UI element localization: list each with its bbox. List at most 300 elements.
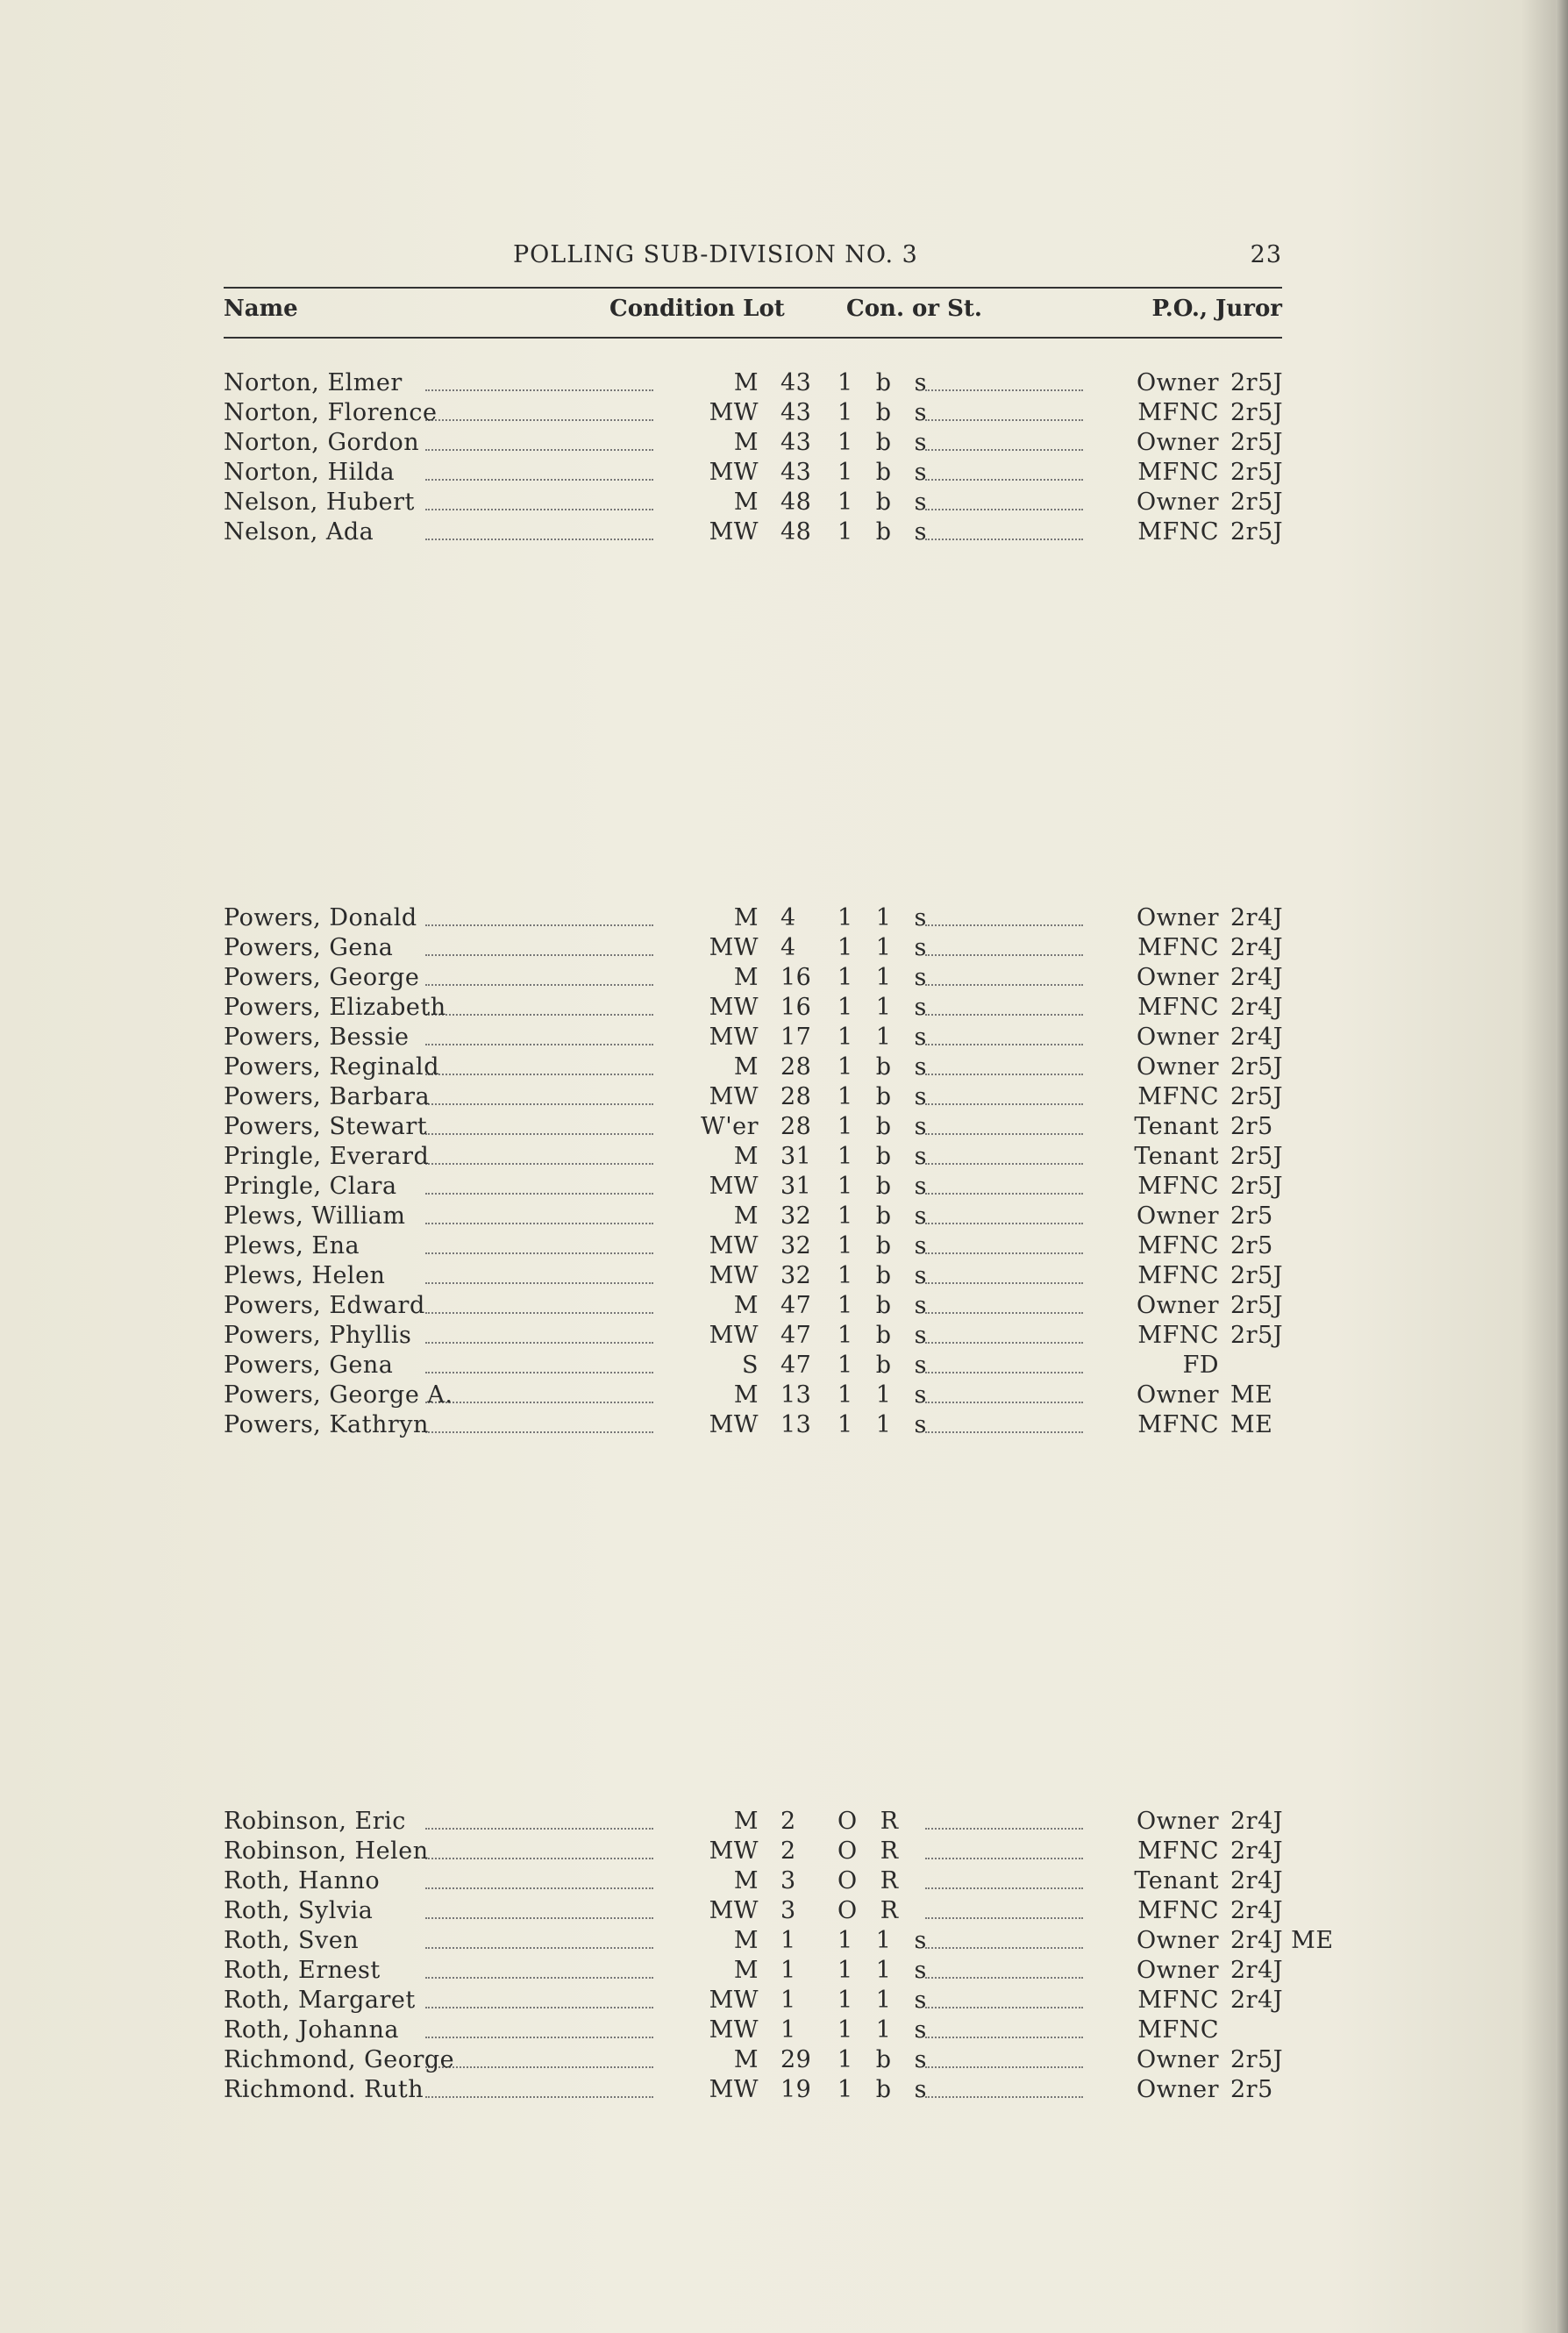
voter-juror-code: 2r5J bbox=[1230, 489, 1284, 516]
dot-leader bbox=[425, 1342, 653, 1344]
voter-po-status: Owner bbox=[1136, 369, 1219, 396]
voter-condition: S bbox=[742, 1352, 759, 1379]
voter-concession: 1 1 s bbox=[837, 994, 935, 1021]
voter-concession: 1 1 s bbox=[837, 934, 935, 961]
voter-name: Powers, George bbox=[224, 964, 420, 991]
dot-leader bbox=[425, 2037, 653, 2038]
voter-condition: M bbox=[733, 489, 759, 516]
voter-lot: 28 bbox=[780, 1053, 812, 1081]
voter-name: Powers, Reginald bbox=[224, 1053, 439, 1081]
voter-lot: 16 bbox=[780, 994, 812, 1021]
voter-lot: 43 bbox=[780, 369, 812, 396]
voter-condition: M bbox=[733, 1808, 759, 1835]
list-item bbox=[224, 1926, 1334, 1956]
voter-juror-code: 2r5 bbox=[1230, 2076, 1273, 2103]
list-item bbox=[224, 1023, 1289, 1052]
voter-po-status: Owner bbox=[1136, 1292, 1219, 1319]
voter-po-status: Owner bbox=[1136, 1808, 1219, 1835]
voter-po-status: MFNC bbox=[1137, 1987, 1219, 2014]
voter-juror-code: 2r5 bbox=[1230, 1202, 1273, 1230]
voter-lot: 2 bbox=[780, 1808, 796, 1835]
voter-lot: 3 bbox=[780, 1897, 796, 1924]
voter-name: Roth, Sylvia bbox=[224, 1897, 374, 1924]
voter-juror-code: 2r5J bbox=[1230, 1173, 1284, 1200]
list-item bbox=[224, 1082, 1289, 1112]
voter-name: Powers, Bessie bbox=[224, 1024, 410, 1051]
voter-concession: 1 1 s bbox=[837, 2016, 935, 2044]
list-item bbox=[224, 1986, 1289, 2016]
voter-lot: 17 bbox=[780, 1024, 812, 1051]
voter-juror-code: 2r5J bbox=[1230, 369, 1284, 396]
list-item bbox=[224, 993, 1289, 1023]
voter-condition: MW bbox=[709, 1897, 759, 1924]
voter-lot: 2 bbox=[780, 1837, 796, 1865]
voter-juror-code: 2r5J bbox=[1230, 1322, 1284, 1349]
voter-po-status: MFNC bbox=[1137, 459, 1219, 486]
dot-leader bbox=[425, 1014, 653, 1016]
dot-leader bbox=[925, 1828, 1083, 1830]
dot-leader bbox=[925, 1372, 1083, 1373]
voter-name: Roth, Sven bbox=[224, 1927, 360, 1954]
voter-concession: O R bbox=[837, 1867, 907, 1894]
voter-name: Robinson, Eric bbox=[224, 1808, 406, 1835]
voter-lot: 29 bbox=[780, 2046, 812, 2073]
voter-po-status: Owner bbox=[1136, 2076, 1219, 2103]
list-item bbox=[224, 1231, 1289, 1261]
list-item bbox=[224, 1956, 1289, 1986]
page-edge-shadow bbox=[1556, 0, 1568, 2333]
voter-condition: MW bbox=[709, 2076, 759, 2103]
voter-juror-code: 2r5 bbox=[1230, 1232, 1273, 1259]
dot-leader bbox=[925, 479, 1083, 481]
list-item bbox=[224, 963, 1289, 993]
dot-leader bbox=[925, 2037, 1083, 2038]
dot-leader bbox=[425, 2066, 653, 2068]
voter-concession: 1 1 s bbox=[837, 1411, 935, 1438]
voter-juror-code: 2r5 bbox=[1230, 1113, 1273, 1140]
voter-juror-code: 2r4J bbox=[1230, 1024, 1284, 1051]
voter-condition: MW bbox=[709, 1083, 759, 1110]
voter-juror-code: 2r5J bbox=[1230, 1053, 1284, 1081]
header-rule-top bbox=[224, 287, 1282, 289]
voter-lot: 43 bbox=[780, 459, 812, 486]
voter-po-status: Owner bbox=[1136, 964, 1219, 991]
dot-leader bbox=[425, 924, 653, 926]
voter-lot: 32 bbox=[780, 1262, 812, 1289]
list-item bbox=[224, 1866, 1289, 1896]
voter-lot: 32 bbox=[780, 1202, 812, 1230]
voter-concession: 1 b s bbox=[837, 1173, 935, 1200]
dot-leader bbox=[425, 954, 653, 956]
list-item bbox=[224, 1837, 1289, 1866]
voter-po-status: MFNC bbox=[1137, 399, 1219, 426]
dot-leader bbox=[925, 1163, 1083, 1165]
voter-lot: 1 bbox=[780, 2016, 796, 2044]
list-item bbox=[224, 1351, 1289, 1381]
dot-leader bbox=[925, 539, 1083, 540]
voter-condition: MW bbox=[709, 399, 759, 426]
voter-name: Norton, Florence bbox=[224, 399, 438, 426]
voter-condition: MW bbox=[709, 1987, 759, 2014]
voter-name: Powers, Gena bbox=[224, 1352, 394, 1379]
voter-po-status: Owner bbox=[1136, 1024, 1219, 1051]
list-item bbox=[224, 903, 1289, 933]
voter-concession: 1 b s bbox=[837, 518, 935, 546]
voter-juror-code: 2r4J bbox=[1230, 1837, 1284, 1865]
voter-concession: O R bbox=[837, 1897, 907, 1924]
voter-name: Nelson, Ada bbox=[224, 518, 374, 546]
voter-name: Norton, Hilda bbox=[224, 459, 396, 486]
dot-leader bbox=[425, 1312, 653, 1314]
voter-concession: 1 b s bbox=[837, 369, 935, 396]
dot-leader bbox=[925, 509, 1083, 510]
voter-name: Pringle, Everard bbox=[224, 1143, 430, 1170]
voter-po-status: Owner bbox=[1136, 1957, 1219, 1984]
voter-condition: MW bbox=[709, 1173, 759, 1200]
list-item bbox=[224, 1112, 1289, 1142]
voter-concession: 1 b s bbox=[837, 1143, 935, 1170]
column-headers bbox=[224, 296, 1282, 331]
voter-concession: 1 1 s bbox=[837, 964, 935, 991]
voter-po-status: MFNC bbox=[1137, 518, 1219, 546]
dot-leader bbox=[925, 1402, 1083, 1403]
voter-po-status: MFNC bbox=[1137, 1411, 1219, 1438]
list-item bbox=[224, 1291, 1289, 1321]
voter-juror-code: 2r4J ME bbox=[1230, 1927, 1334, 1954]
dot-leader bbox=[925, 954, 1083, 956]
voter-condition: MW bbox=[709, 994, 759, 1021]
voter-po-status: Owner bbox=[1136, 1053, 1219, 1081]
voter-group-norton-nelson bbox=[224, 368, 1289, 547]
dot-leader bbox=[925, 389, 1083, 391]
dot-leader bbox=[425, 479, 653, 481]
dot-leader bbox=[425, 1828, 653, 1830]
voter-po-status: MFNC bbox=[1137, 1322, 1219, 1349]
dot-leader bbox=[925, 1044, 1083, 1045]
voter-name: Powers, Barbara bbox=[224, 1083, 431, 1110]
voter-lot: 47 bbox=[780, 1322, 812, 1349]
voter-lot: 31 bbox=[780, 1173, 812, 1200]
voter-name: Pringle, Clara bbox=[224, 1173, 397, 1200]
dot-leader bbox=[425, 509, 653, 510]
list-item bbox=[224, 1261, 1289, 1291]
voter-po-status: MFNC bbox=[1137, 1262, 1219, 1289]
voter-concession: 1 1 s bbox=[837, 1024, 935, 1051]
voter-juror-code: 2r4J bbox=[1230, 994, 1284, 1021]
dot-leader bbox=[925, 1858, 1083, 1859]
list-item bbox=[224, 933, 1289, 963]
dot-leader bbox=[425, 1252, 653, 1254]
dot-leader bbox=[425, 1133, 653, 1135]
dot-leader bbox=[925, 1342, 1083, 1344]
voter-lot: 48 bbox=[780, 489, 812, 516]
dot-leader bbox=[925, 1223, 1083, 1224]
voter-lot: 28 bbox=[780, 1113, 812, 1140]
dot-leader bbox=[425, 539, 653, 540]
voter-po-status: Tenant bbox=[1134, 1867, 1219, 1894]
dot-leader bbox=[925, 2096, 1083, 2098]
voter-condition: M bbox=[733, 964, 759, 991]
column-header-name: Name bbox=[224, 296, 298, 322]
voter-condition: MW bbox=[709, 2016, 759, 2044]
list-item bbox=[224, 1807, 1289, 1837]
voter-concession: 1 b s bbox=[837, 399, 935, 426]
voter-po-status: Owner bbox=[1136, 1381, 1219, 1409]
list-item bbox=[224, 1202, 1289, 1231]
voter-name: Roth, Johanna bbox=[224, 2016, 399, 2044]
voter-concession: 1 b s bbox=[837, 489, 935, 516]
dot-leader bbox=[925, 1312, 1083, 1314]
list-item bbox=[224, 1172, 1289, 1202]
voter-condition: MW bbox=[709, 1411, 759, 1438]
voter-po-status: FD bbox=[1182, 1352, 1219, 1379]
voter-juror-code: 2r5J bbox=[1230, 2046, 1284, 2073]
voter-concession: 1 b s bbox=[837, 1053, 935, 1081]
voter-lot: 1 bbox=[780, 1987, 796, 2014]
voter-po-status: MFNC bbox=[1137, 934, 1219, 961]
voter-name: Powers, George A. bbox=[224, 1381, 453, 1409]
dot-leader bbox=[925, 1074, 1083, 1075]
voter-name: Powers, Donald bbox=[224, 904, 417, 931]
voter-lot: 3 bbox=[780, 1867, 796, 1894]
voter-po-status: Owner bbox=[1136, 2046, 1219, 2073]
dot-leader bbox=[425, 1282, 653, 1284]
voter-juror-code: 2r5J bbox=[1230, 1083, 1284, 1110]
voter-juror-code: 2r5J bbox=[1230, 518, 1284, 546]
voter-name: Richmond, George bbox=[224, 2046, 455, 2073]
dot-leader bbox=[425, 389, 653, 391]
dot-leader bbox=[425, 419, 653, 421]
dot-leader bbox=[925, 924, 1083, 926]
voter-condition: MW bbox=[709, 459, 759, 486]
voter-po-status: Owner bbox=[1136, 429, 1219, 456]
voter-name: Powers, Kathryn bbox=[224, 1411, 429, 1438]
dot-leader bbox=[425, 449, 653, 451]
voter-condition: MW bbox=[709, 1262, 759, 1289]
voter-concession: 1 b s bbox=[837, 1322, 935, 1349]
dot-leader bbox=[425, 1887, 653, 1889]
voter-juror-code: ME bbox=[1230, 1381, 1273, 1409]
voter-condition: W'er bbox=[700, 1113, 759, 1140]
list-item bbox=[224, 458, 1289, 488]
dot-leader bbox=[925, 1103, 1083, 1105]
voter-name: Norton, Gordon bbox=[224, 429, 420, 456]
voter-concession: 1 1 s bbox=[837, 1381, 935, 1409]
dot-leader bbox=[425, 1103, 653, 1105]
list-item bbox=[224, 1896, 1289, 1926]
list-item bbox=[224, 2045, 1289, 2075]
voter-condition: M bbox=[733, 1867, 759, 1894]
voter-po-status: Owner bbox=[1136, 1927, 1219, 1954]
voter-group-powers-pringle-plews bbox=[224, 903, 1289, 1440]
voter-po-status: Tenant bbox=[1134, 1113, 1219, 1140]
voter-lot: 1 bbox=[780, 1927, 796, 1954]
dot-leader bbox=[925, 1282, 1083, 1284]
column-header-po-juror: P.O., Juror bbox=[1151, 296, 1282, 322]
voter-concession: 1 b s bbox=[837, 1113, 935, 1140]
dot-leader bbox=[925, 1252, 1083, 1254]
dot-leader bbox=[425, 984, 653, 986]
voter-concession: O R bbox=[837, 1837, 907, 1865]
voter-juror-code: 2r5J bbox=[1230, 1143, 1284, 1170]
list-item bbox=[224, 1410, 1289, 1440]
voter-juror-code: 2r5J bbox=[1230, 1262, 1284, 1289]
voter-condition: M bbox=[733, 429, 759, 456]
voter-po-status: MFNC bbox=[1137, 1083, 1219, 1110]
voter-lot: 13 bbox=[780, 1411, 812, 1438]
voter-concession: 1 1 s bbox=[837, 904, 935, 931]
voter-concession: 1 b s bbox=[837, 459, 935, 486]
voter-lot: 47 bbox=[780, 1292, 812, 1319]
voter-po-status: MFNC bbox=[1137, 1897, 1219, 1924]
voter-juror-code: 2r5J bbox=[1230, 1292, 1284, 1319]
voter-concession: 1 b s bbox=[837, 1352, 935, 1379]
voter-po-status: MFNC bbox=[1137, 2016, 1219, 2044]
voter-juror-code: 2r4J bbox=[1230, 1987, 1284, 2014]
voter-condition: MW bbox=[709, 1322, 759, 1349]
page-number: 23 bbox=[1250, 241, 1282, 268]
voter-juror-code: 2r5J bbox=[1230, 459, 1284, 486]
voter-po-status: Owner bbox=[1136, 904, 1219, 931]
voter-name: Powers, Elizabeth bbox=[224, 994, 446, 1021]
voter-juror-code: 2r4J bbox=[1230, 964, 1284, 991]
dot-leader bbox=[425, 1858, 653, 1859]
voter-juror-code: 2r4J bbox=[1230, 1957, 1284, 1984]
voter-condition: MW bbox=[709, 1837, 759, 1865]
dot-leader bbox=[425, 2007, 653, 2008]
voter-name: Roth, Ernest bbox=[224, 1957, 381, 1984]
voter-name: Powers, Gena bbox=[224, 934, 394, 961]
voter-name: Plews, Helen bbox=[224, 1262, 386, 1289]
list-item bbox=[224, 1052, 1289, 1082]
voter-condition: M bbox=[733, 904, 759, 931]
voter-concession: 1 1 s bbox=[837, 1987, 935, 2014]
dot-leader bbox=[925, 1947, 1083, 1949]
voter-condition: M bbox=[733, 1292, 759, 1319]
voter-po-status: MFNC bbox=[1137, 1232, 1219, 1259]
list-item bbox=[224, 1142, 1289, 1172]
list-item bbox=[224, 368, 1289, 398]
voter-juror-code: ME bbox=[1230, 1411, 1273, 1438]
voter-lot: 43 bbox=[780, 399, 812, 426]
voter-po-status: Owner bbox=[1136, 1202, 1219, 1230]
dot-leader bbox=[925, 1133, 1083, 1135]
column-header-condition-lot: Condition Lot bbox=[609, 296, 785, 322]
voter-po-status: Tenant bbox=[1134, 1143, 1219, 1170]
voter-name: Norton, Elmer bbox=[224, 369, 403, 396]
voter-lot: 43 bbox=[780, 429, 812, 456]
voter-name: Plews, Ena bbox=[224, 1232, 360, 1259]
dot-leader bbox=[925, 1193, 1083, 1195]
voter-condition: MW bbox=[709, 1024, 759, 1051]
dot-leader bbox=[925, 1431, 1083, 1433]
voter-lot: 28 bbox=[780, 1083, 812, 1110]
voter-condition: MW bbox=[709, 934, 759, 961]
voter-name: Powers, Phyllis bbox=[224, 1322, 412, 1349]
dot-leader bbox=[425, 1074, 653, 1075]
list-item bbox=[224, 1321, 1289, 1351]
list-item bbox=[224, 517, 1289, 547]
voter-condition: M bbox=[733, 1381, 759, 1409]
voter-lot: 32 bbox=[780, 1232, 812, 1259]
dot-leader bbox=[425, 1223, 653, 1224]
voter-condition: MW bbox=[709, 518, 759, 546]
voter-condition: M bbox=[733, 369, 759, 396]
dot-leader bbox=[425, 1044, 653, 1045]
voter-lot: 47 bbox=[780, 1352, 812, 1379]
dot-leader bbox=[425, 2096, 653, 2098]
voter-concession: 1 b s bbox=[837, 1232, 935, 1259]
dot-leader bbox=[425, 1193, 653, 1195]
dot-leader bbox=[425, 1372, 653, 1373]
dot-leader bbox=[925, 2007, 1083, 2008]
dot-leader bbox=[425, 1431, 653, 1433]
voter-name: Roth, Margaret bbox=[224, 1987, 416, 2014]
voter-concession: O R bbox=[837, 1808, 907, 1835]
voter-condition: MW bbox=[709, 1232, 759, 1259]
voter-juror-code: 2r4J bbox=[1230, 1808, 1284, 1835]
voter-condition: M bbox=[733, 1143, 759, 1170]
voter-lot: 13 bbox=[780, 1381, 812, 1409]
voter-concession: 1 b s bbox=[837, 429, 935, 456]
voter-po-status: MFNC bbox=[1137, 1837, 1219, 1865]
voter-lot: 19 bbox=[780, 2076, 812, 2103]
dot-leader bbox=[425, 1947, 653, 1949]
voter-juror-code: 2r5J bbox=[1230, 429, 1284, 456]
voter-lot: 4 bbox=[780, 934, 796, 961]
dot-leader bbox=[925, 419, 1083, 421]
voter-juror-code: 2r4J bbox=[1230, 934, 1284, 961]
voter-name: Robinson, Helen bbox=[224, 1837, 429, 1865]
voter-name: Roth, Hanno bbox=[224, 1867, 381, 1894]
voter-concession: 1 1 s bbox=[837, 1927, 935, 1954]
voter-po-status: MFNC bbox=[1137, 994, 1219, 1021]
list-item bbox=[224, 428, 1289, 458]
voter-condition: M bbox=[733, 1927, 759, 1954]
list-item bbox=[224, 2016, 1289, 2045]
voter-juror-code: 2r4J bbox=[1230, 904, 1284, 931]
list-item bbox=[224, 488, 1289, 517]
voter-concession: 1 b s bbox=[837, 1083, 935, 1110]
voter-concession: 1 b s bbox=[837, 1202, 935, 1230]
dot-leader bbox=[425, 1977, 653, 1979]
list-item bbox=[224, 398, 1289, 428]
voter-concession: 1 b s bbox=[837, 2076, 935, 2103]
voter-lot: 48 bbox=[780, 518, 812, 546]
column-header-con-st: Con. or St. bbox=[846, 296, 982, 322]
list-item bbox=[224, 2075, 1289, 2105]
voter-concession: 1 1 s bbox=[837, 1957, 935, 1984]
dot-leader bbox=[925, 1014, 1083, 1016]
voter-name: Nelson, Hubert bbox=[224, 489, 415, 516]
dot-leader bbox=[425, 1163, 653, 1165]
voter-lot: 1 bbox=[780, 1957, 796, 1984]
voter-name: Powers, Edward bbox=[224, 1292, 425, 1319]
voter-name: Richmond. Ruth bbox=[224, 2076, 424, 2103]
voter-juror-code: 2r4J bbox=[1230, 1867, 1284, 1894]
voter-po-status: Owner bbox=[1136, 489, 1219, 516]
voter-lot: 31 bbox=[780, 1143, 812, 1170]
dot-leader bbox=[425, 1917, 653, 1919]
dot-leader bbox=[925, 984, 1083, 986]
dot-leader bbox=[425, 1402, 653, 1403]
voter-lot: 16 bbox=[780, 964, 812, 991]
dot-leader bbox=[925, 449, 1083, 451]
dot-leader bbox=[925, 1977, 1083, 1979]
voter-lot: 4 bbox=[780, 904, 796, 931]
voter-name: Plews, William bbox=[224, 1202, 406, 1230]
page-title: POLLING SUB-DIVISION NO. 3 bbox=[513, 241, 918, 268]
